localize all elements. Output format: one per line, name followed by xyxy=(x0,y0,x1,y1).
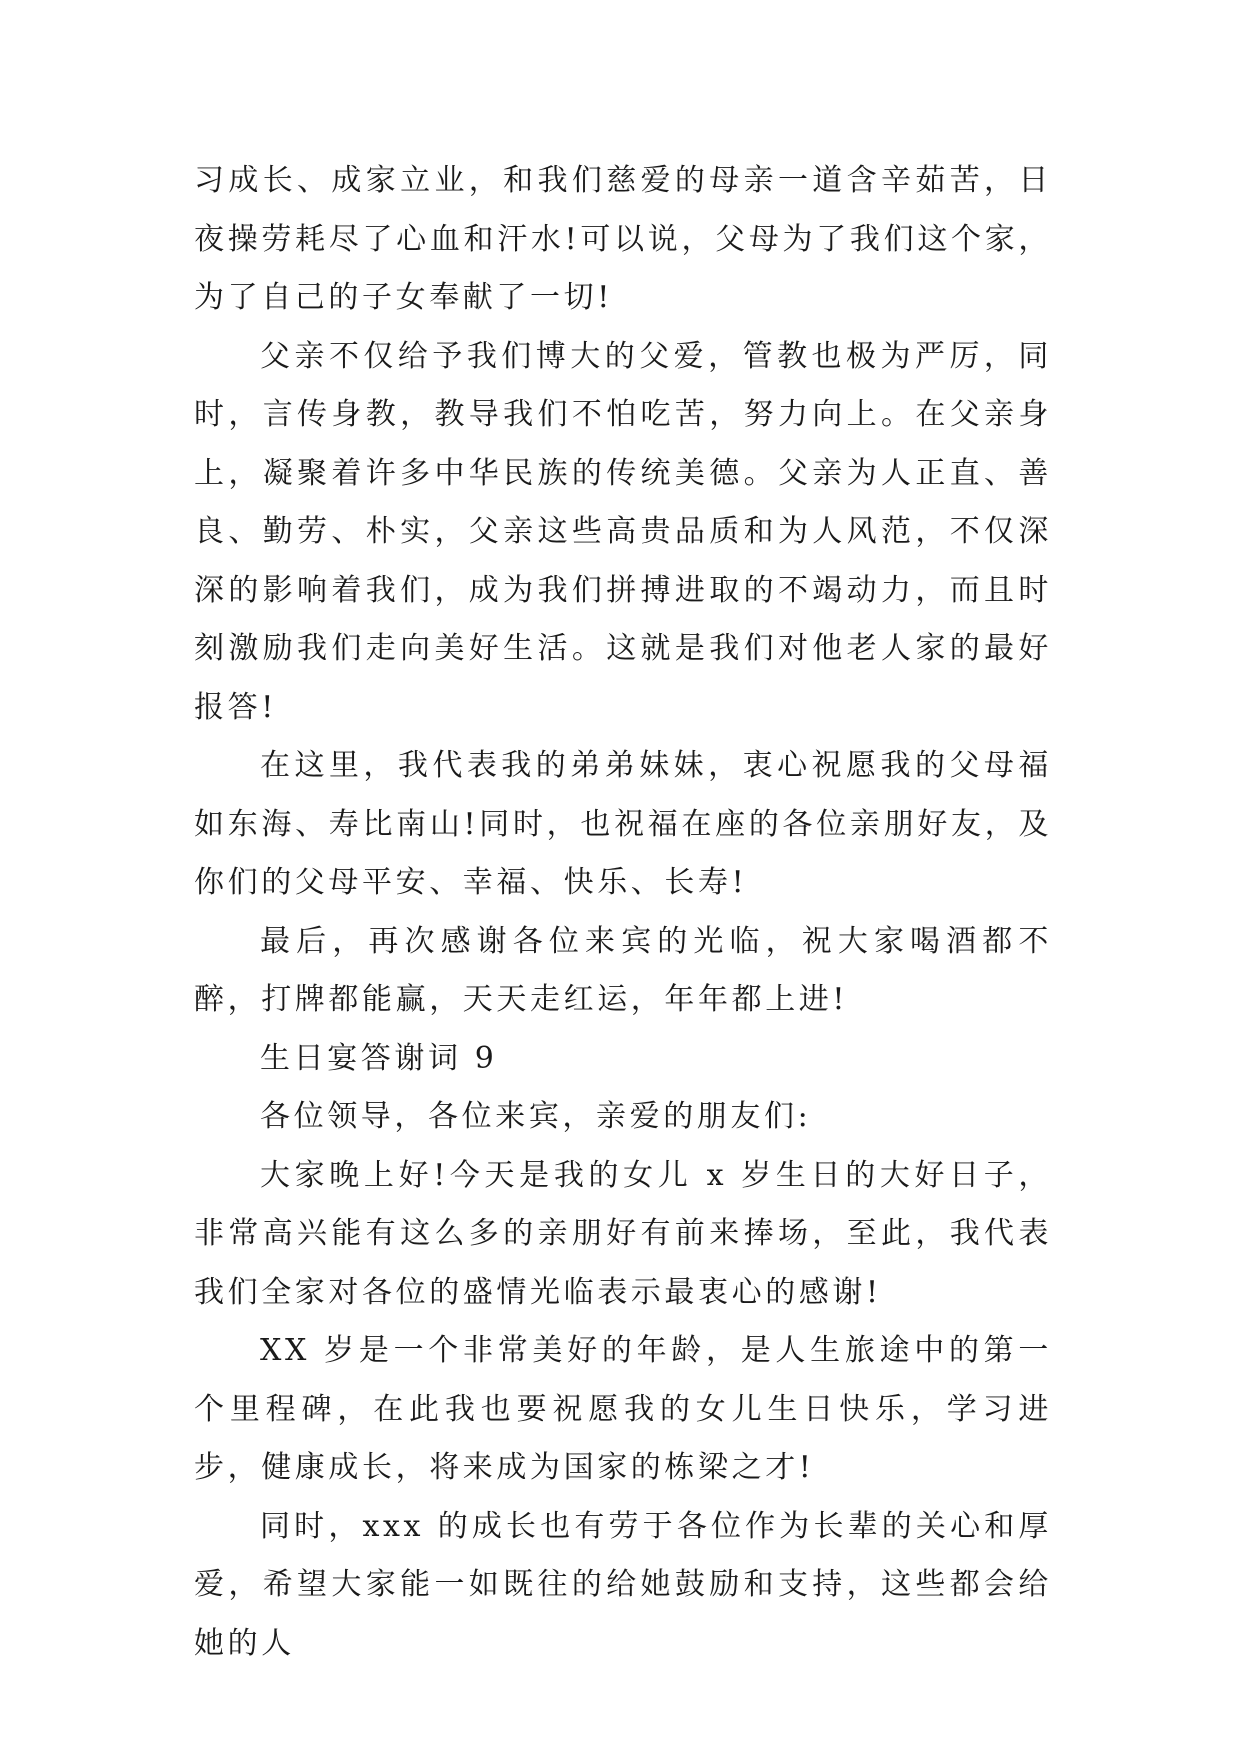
paragraph-7: 同时，xxx 的成长也有劳于各位作为长辈的关心和厚爱，希望大家能一如既往的给她鼓励和支持，这些都会给她的人 xyxy=(194,1508,1052,1661)
document-body xyxy=(194,152,1052,1673)
salutation: 各位领导，各位来宾，亲爱的朋友们: xyxy=(260,1099,812,1134)
paragraph-1: 习成长、成家立业，和我们慈爱的母亲一道含辛茹苦，日夜操劳耗尽了心血和汗水!可以说，父母为了我们这个家，为了自己的子女奉献了一切! xyxy=(194,163,1052,315)
paragraph-6: XX 岁是一个非常美好的年龄，是人生旅途中的第一个里程碑，在此我也要祝愿我的女儿生日快乐，学习进步，健康成长，将来成为国家的栋梁之才! xyxy=(194,1333,1052,1485)
paragraph-3: 在这里，我代表我的弟弟妹妹，衷心祝愿我的父母福如东海、寿比南山!同时，也祝福在座的各位亲朋好友，及你们的父母平安、幸福、快乐、长寿! xyxy=(194,748,1052,900)
paragraph-4: 最后，再次感谢各位来宾的光临，祝大家喝酒都不醉，打牌都能赢，天天走红运，年年都上进! xyxy=(194,923,1052,1017)
section-heading: 生日宴答谢词 9 xyxy=(260,1040,498,1076)
paragraph-5: 大家晚上好!今天是我的女儿 x 岁生日的大好日子，非常高兴能有这么多的亲朋好有前来捧场，至此，我代表我们全家对各位的盛情光临表示最衷心的感谢! xyxy=(194,1157,1052,1310)
paragraph-2: 父亲不仅给予我们博大的父爱，管教也极为严厉，同时，言传身教，教导我们不怕吃苦，努力向上。在父亲身上，凝聚着许多中华民族的传统美德。父亲为人正直、善良、勤劳、朴实，父亲这些高贵品质和为人风范，不仅深深的影响着我们，成为我们拼搏进取的不竭动力，而且时刻激励我们走向美好生活。这就是我们对他老人家的最好报答! xyxy=(194,338,1052,725)
